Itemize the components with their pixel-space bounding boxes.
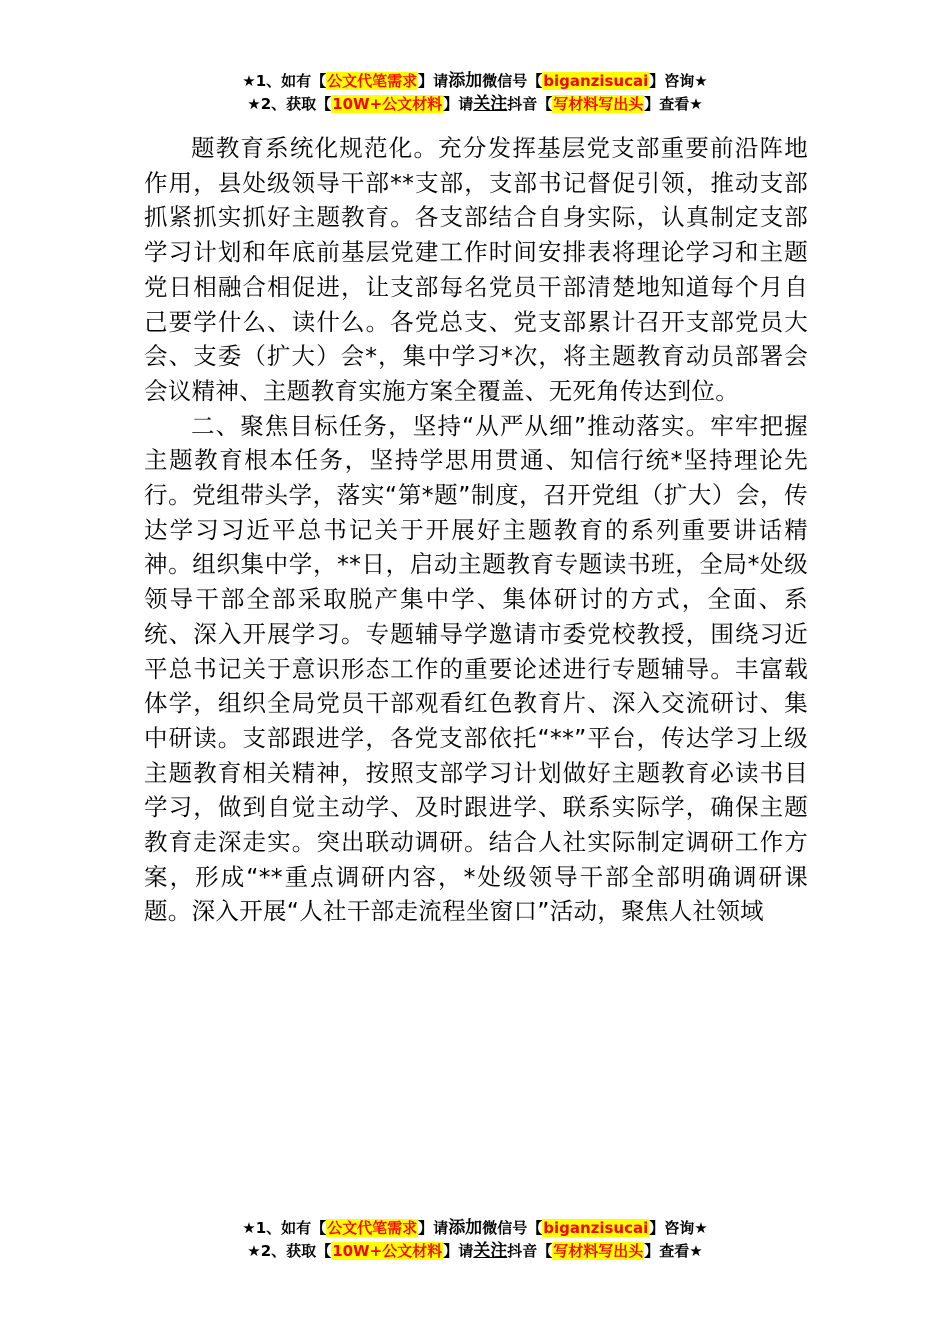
banner-line-1-mid: 】请 [418,72,449,90]
banner-line-1-bottom [0,1217,950,1240]
banner-line-2-prefix: ★2、获取【 [247,95,332,113]
banner-line-1-suffix: 】咨询★ [649,72,708,90]
banner-line-1-add: 添加 [448,71,483,91]
banner-line-2-bottom [0,1240,950,1263]
banner-line-1-prefix: ★1、如有【 [242,1219,327,1237]
top-banner [0,70,950,116]
document-body [144,131,808,929]
banner-line-2-mid2: 抖音【 [507,1242,553,1260]
paragraph-2: 二、聚焦目标任务，坚持“从严从细”推动落实。牢牢把握主题教育根本任务，坚持学思用贯通、知信行统*坚持理论先行。党组带头学，落实“第*题”制度，召开党组（扩大）会，传达学习习近平总书记关于开展好主题教育的系列重要讲话精神。组织集中学，**日，启动主题教育专题读书班，全局*处级领导干部全部采取脱产集中学、集体研讨的方式，全面、系统、深入开展学习。专题辅导学邀请市委党校教授，围绕习近平总书记关于意识形态工作的重要论述进行专题辅导。丰富载体学，组织全局党员干部观看红色教育片、深入交流研讨、集中研读。支部跟进学，各党支部依托“**”平台，传达学习上级主题教育相关精神，按照支部学习计划做好主题教育必读书目学习，做到自觉主动学、及时跟进学、联系实际学，确保主题教育走深走实。突出联动调研。结合人社实际制定调研工作方案，形成“**重点调研内容，*处级领导干部全部明确调研课题。深入开展“人社干部走流程坐窗口”活动，聚焦人社领域 [144,411,808,926]
highlight-wechat-id: biganzisucai [543,1219,649,1237]
highlight-ghostwriting: 公文代笔需求 [327,1219,418,1237]
banner-line-1-mid2: 微信号【 [482,1219,543,1237]
highlight-materials: 10W+公文材料 [332,95,443,113]
banner-line-1 [0,70,950,93]
banner-line-2-mid: 】请 [443,1242,474,1260]
banner-line-2-suffix: 】查看★ [644,1242,703,1260]
paragraph-1: 题教育系统化规范化。充分发挥基层党支部重要前沿阵地作用，县处级领导干部**支部，支部书记督促引领，推动支部抓紧抓实抓好主题教育。各支部结合自身实际，认真制定支部学习计划和年底前基层党建工作时间安排表将理论学习和主题党日相融合相促进，让支部每名党员干部清楚地知道每个月自己要学什么、读什么。各党总支、党支部累计召开支部党员大会、支委（扩大）会*，集中学习*次，将主题教育动员部署会会议精神、主题教育实施方案全覆盖、无死角传达到位。 [144,134,808,405]
banner-line-1-suffix: 】咨询★ [649,1219,708,1237]
banner-line-2-mid2: 抖音【 [507,95,553,113]
highlight-douyin-account: 写材料写出头 [553,1242,644,1260]
highlight-ghostwriting: 公文代笔需求 [327,72,418,90]
banner-line-2-mid: 】请 [443,95,474,113]
highlight-douyin-account: 写材料写出头 [553,95,644,113]
banner-line-2-suffix: 】查看★ [644,95,703,113]
highlight-wechat-id: biganzisucai [543,72,649,90]
banner-line-1-prefix: ★1、如有【 [242,72,327,90]
banner-line-2-follow: 关注 [473,1241,508,1261]
banner-line-2 [0,93,950,116]
highlight-materials: 10W+公文材料 [332,1242,443,1260]
bottom-banner [0,1217,950,1263]
banner-line-1-mid2: 微信号【 [482,72,543,90]
banner-line-1-mid: 】请 [418,1219,449,1237]
banner-line-2-prefix: ★2、获取【 [247,1242,332,1260]
banner-line-1-add: 添加 [448,1218,483,1238]
banner-line-2-follow: 关注 [473,94,508,114]
